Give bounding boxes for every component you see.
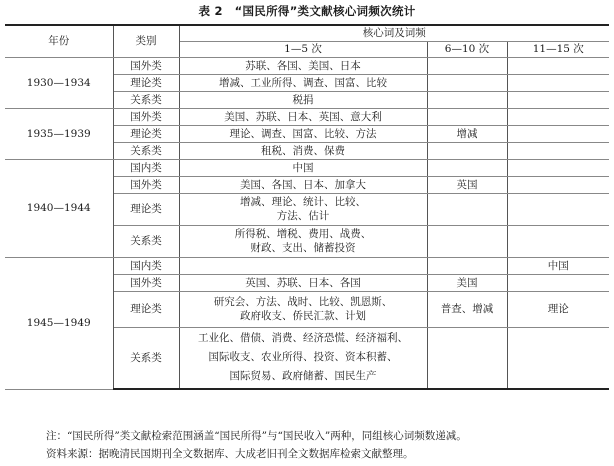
word-line: 财政、支出、储蓄投资: [250, 242, 356, 254]
freq-6-10-cell: [427, 57, 507, 74]
freq-6-10-cell: 增减: [427, 125, 507, 142]
freq-6-10-cell: 美国: [427, 274, 507, 291]
table-notes: [46, 427, 606, 463]
freq-6-10-cell: [427, 193, 507, 225]
table-note: 注：“国民所得”类文献检索范围涵盖“国民所得”与“国民收入”两种，同组核心词频数递减。: [46, 430, 467, 442]
word-line: 所得税、增税、费用、战费、: [234, 228, 372, 240]
freq-1-5-cell: 租税、消费、保费: [179, 142, 427, 159]
freq-11-15-cell: [507, 327, 609, 389]
category-cell: 关系类: [113, 91, 179, 108]
freq-6-10-cell: [427, 225, 507, 257]
category-cell: 理论类: [113, 291, 179, 327]
header-core-words: 核心词及词频: [179, 25, 609, 41]
freq-1-5-cell: 理论、调查、国富、比较、方法: [179, 125, 427, 142]
category-cell: 关系类: [113, 142, 179, 159]
freq-1-5-cell: [179, 291, 427, 327]
table-row: [5, 257, 609, 274]
category-cell: 国外类: [113, 176, 179, 193]
freq-6-10-cell: [427, 108, 507, 125]
category-cell: 关系类: [113, 327, 179, 389]
freq-6-10-cell: [427, 327, 507, 389]
category-cell: 理论类: [113, 125, 179, 142]
freq-6-10-cell: [427, 91, 507, 108]
year-cell: 1935—1939: [5, 108, 113, 159]
freq-1-5-cell: [179, 327, 427, 389]
word-line: 国际收支、农业所得、投资、资本积蓄、: [208, 351, 398, 364]
year-cell: 1940—1944: [5, 159, 113, 257]
freq-11-15-cell: 中国: [507, 257, 609, 274]
freq-1-5-cell: 增减、工业所得、调查、国富、比较: [179, 74, 427, 91]
freq-6-10-cell: [427, 257, 507, 274]
header-freq-11-15: 11—15 次: [507, 41, 609, 57]
category-cell: 国外类: [113, 108, 179, 125]
freq-11-15-cell: [507, 176, 609, 193]
table-row: [5, 108, 609, 125]
freq-11-15-cell: [507, 57, 609, 74]
category-cell: 理论类: [113, 74, 179, 91]
freq-6-10-cell: [427, 159, 507, 176]
category-cell: 国外类: [113, 274, 179, 291]
header-freq-1-5: 1—5 次: [179, 41, 427, 57]
freq-11-15-cell: [507, 274, 609, 291]
word-line: 增减、理论、统计、比较、: [240, 196, 366, 208]
category-cell: 理论类: [113, 193, 179, 225]
table-row: [5, 159, 609, 176]
word-line: 研究会、方法、战时、比较、凯恩斯、: [213, 296, 393, 308]
freq-11-15-cell: [507, 159, 609, 176]
category-cell: 国内类: [113, 257, 179, 274]
freq-6-10-cell: [427, 74, 507, 91]
freq-6-10-cell: [427, 142, 507, 159]
year-cell: 1945—1949: [5, 257, 113, 389]
freq-6-10-cell: 英国: [427, 176, 507, 193]
freq-6-10-cell: 普查、增减: [427, 291, 507, 327]
freq-11-15-cell: [507, 193, 609, 225]
freq-1-5-cell: [179, 225, 427, 257]
header-year: 年份: [5, 25, 113, 57]
freq-11-15-cell: [507, 108, 609, 125]
freq-1-5-cell: 英国、苏联、日本、各国: [179, 274, 427, 291]
table-caption: 表 2 “国民所得”类文献核心词频次统计: [198, 4, 416, 18]
category-cell: 国外类: [113, 57, 179, 74]
data-source: 资料来源：据晚清民国期刊全文数据库、大成老旧刊全文数据库检索文献整理。: [46, 448, 414, 460]
freq-11-15-cell: [507, 142, 609, 159]
freq-1-5-cell: 税捐: [179, 91, 427, 108]
category-cell: 关系类: [113, 225, 179, 257]
freq-11-15-cell: 理论: [507, 291, 609, 327]
category-cell: 国内类: [113, 159, 179, 176]
freq-11-15-cell: [507, 91, 609, 108]
header-category: 类别: [113, 25, 179, 57]
freq-11-15-cell: [507, 74, 609, 91]
freq-1-5-cell: 中国: [179, 159, 427, 176]
freq-1-5-cell: [179, 257, 427, 274]
freq-11-15-cell: [507, 225, 609, 257]
freq-1-5-cell: 美国、苏联、日本、英国、意大利: [179, 108, 427, 125]
table-row: [5, 57, 609, 74]
freq-1-5-cell: [179, 193, 427, 225]
year-cell: 1930—1934: [5, 57, 113, 108]
freq-1-5-cell: 美国、各国、日本、加拿大: [179, 176, 427, 193]
word-line: 国际贸易、政府储蓄、国民生产: [229, 370, 377, 383]
freq-1-5-cell: 苏联、各国、美国、日本: [179, 57, 427, 74]
word-line: 工业化、借债、消费、经济恐慌、经济福利、: [198, 332, 408, 345]
header-freq-6-10: 6—10 次: [427, 41, 507, 57]
word-line: 方法、估计: [276, 210, 330, 222]
freq-11-15-cell: [507, 125, 609, 142]
word-frequency-table: [5, 24, 609, 390]
word-line: 政府收支、侨民汇款、计划: [240, 310, 366, 322]
